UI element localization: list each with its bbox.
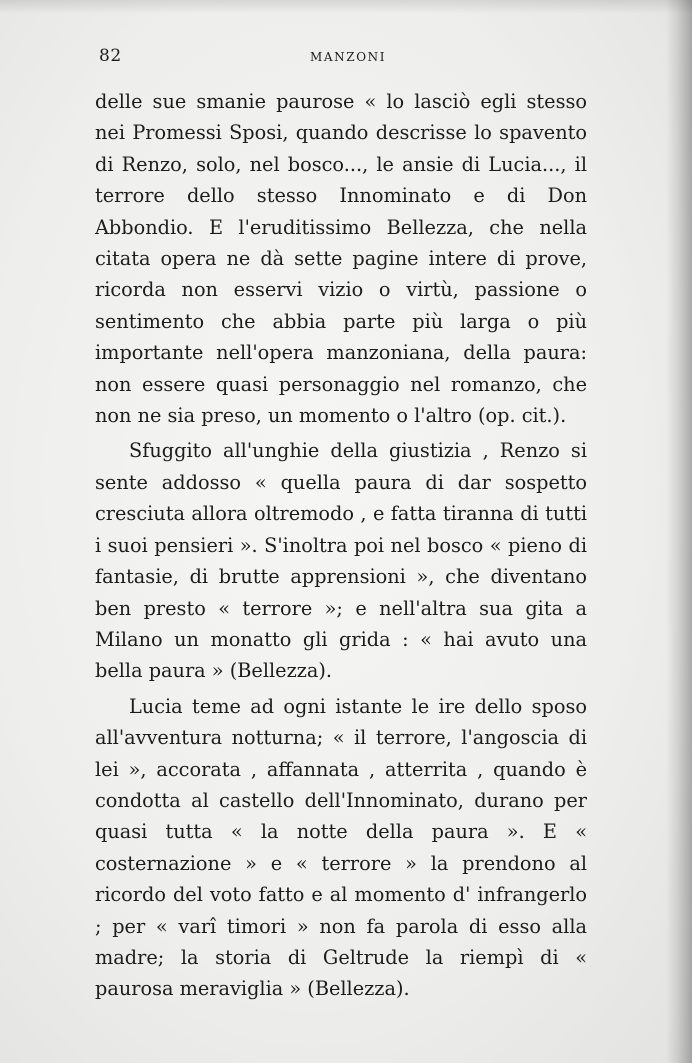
running-head bbox=[0, 46, 692, 70]
page-number: 82 bbox=[99, 46, 122, 66]
paragraph-continued: delle sue smanie paurose « lo lasciò egli stesso nei Promessi Sposi, quando descrisse lo spavento di Renzo, solo, nel bosco..., le ansie di Lucia..., il terrore dello stesso Innominato e di Don Abbondio. E l'eruditissimo Bellezza, che nella citata opera ne dà sette pagine intere di prove, ricorda non esservi vizio o virtù, passione o sentimento che abbia parte più larga o più importante nell'opera manzoniana, della paura: non essere quasi personaggio nel romanzo, che non ne sia preso, un momento o l'altro (op. cit.). bbox=[95, 90, 587, 428]
page-top-shadow bbox=[0, 0, 692, 14]
page-edge-shadow bbox=[666, 0, 692, 1063]
running-title: MANZONI bbox=[310, 50, 387, 64]
paragraph-lucia: Lucia teme ad ogni istante le ire dello sposo all'avventura notturna; « il terrore, l'angoscia di lei », accorata , affannata , atterrita , quando è condotta al castello dell'Innominato, durano per quasi tutta « la notte della paura ». E « costernazione » e « terrore » la prendono al ricordo del voto fatto e al momento d' infrangerlo ; per « varî timori » non fa parola di esso alla madre; la storia di Geltrude la riempì di « paurosa meraviglia » (Bellezza). bbox=[95, 694, 587, 1001]
body-text bbox=[95, 86, 587, 1005]
paragraph-renzo: Sfuggito all'unghie della giustizia , Renzo si sente addosso « quella paura di dar sospetto cresciuta allora oltremodo , e fatta tiranna di tutti i suoi pensieri ». S'inoltra poi nel bosco « pieno di fantasie, di brutte apprensioni », che diventano ben presto « terrore »; e nell'altra sua gita a Milano un monatto gli grida : « hai avuto una bella paura » (Bellezza). bbox=[95, 439, 587, 683]
